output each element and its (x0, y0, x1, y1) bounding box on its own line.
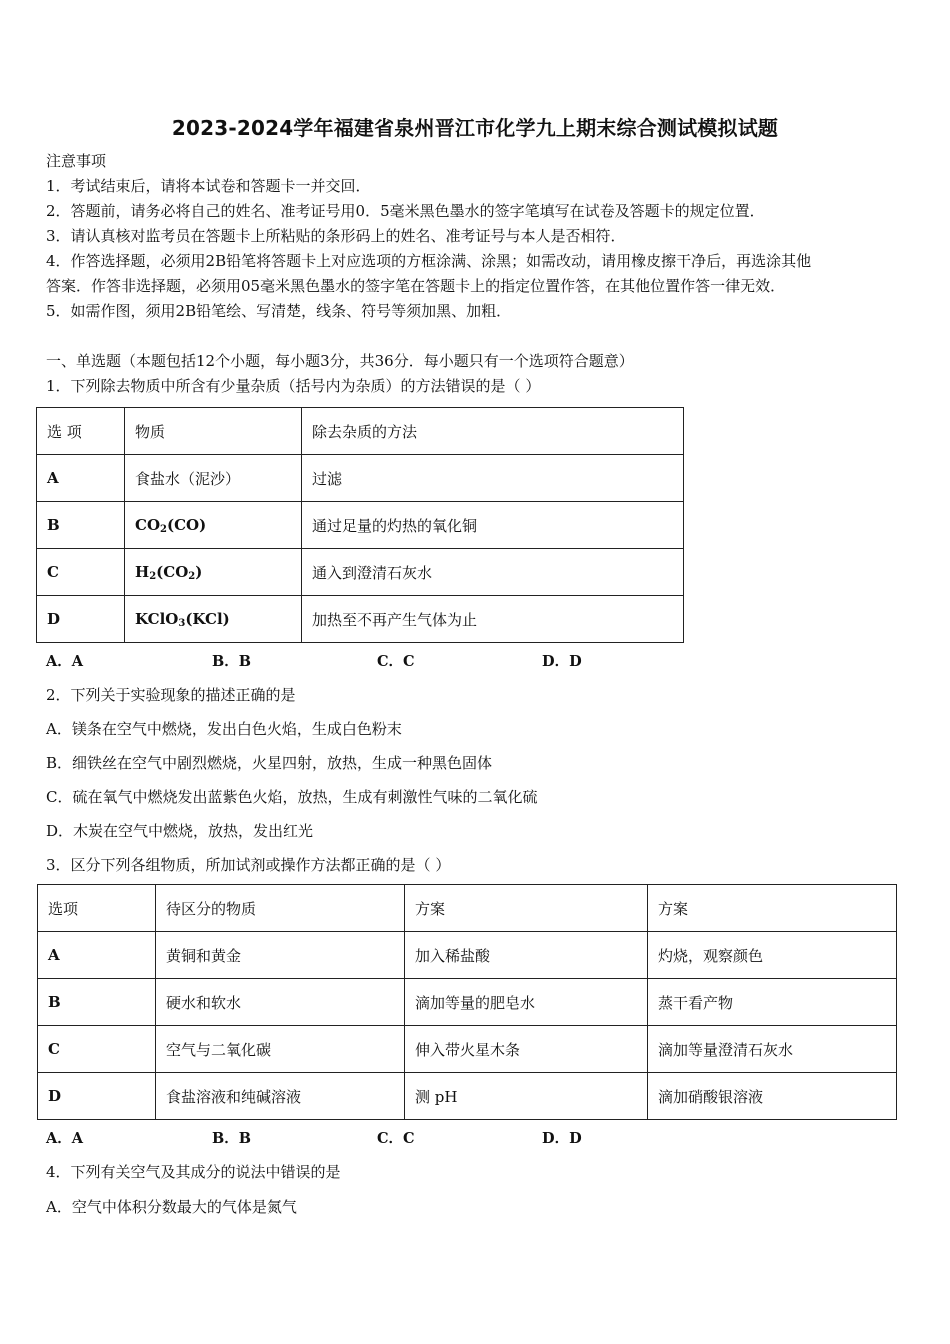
table-cell: 加入稀盐酸 (405, 932, 648, 979)
formula-subscript: 2 (149, 570, 157, 582)
choice-b[interactable]: B．细铁丝在空气中剧烈燃烧，火星四射，放热，生成一种黑色固体 (46, 754, 493, 772)
formula-subscript: 2 (188, 570, 196, 582)
table-row (37, 502, 684, 549)
choice-c[interactable]: C．硫在氧气中燃烧发出蓝紫色火焰，放热，生成有刺激性气味的二氧化硫 (46, 788, 538, 806)
table-row (38, 1026, 897, 1073)
question-1-stem: 1．下列除去物质中所含有少量杂质（括号内为杂质）的方法错误的是（ ） (46, 377, 541, 395)
notice-line: 5．如需作图，须用2B铅笔绘、写清楚，线条、符号等须加黑、加粗． (46, 302, 512, 320)
choice-a[interactable]: A．A (46, 653, 84, 670)
table-cell: 过滤 (302, 455, 684, 502)
table-cell: B (38, 979, 156, 1026)
table-header-cell: 除去杂质的方法 (302, 408, 684, 455)
table-cell: 滴加硝酸银溶液 (648, 1073, 897, 1120)
table-header-cell: 待区分的物质 (156, 885, 405, 932)
table-cell: D (37, 596, 125, 643)
table-row (38, 979, 897, 1026)
choice-c[interactable]: C．C (377, 653, 415, 670)
table-cell: 通过足量的灼热的氧化铜 (302, 502, 684, 549)
question-1-table (36, 407, 684, 643)
table-row (38, 1073, 897, 1120)
choice-d[interactable]: D．木炭在空气中燃烧，放热，发出红光 (46, 822, 314, 840)
table-row (37, 455, 684, 502)
choice-b[interactable]: B．B (212, 653, 252, 670)
formula-cell (125, 549, 302, 596)
formula-part: KClO (135, 609, 179, 628)
table-cell: A (38, 932, 156, 979)
question-2-stem: 2．下列关于实验现象的描述正确的是 (46, 686, 296, 704)
question-3-stem: 3．区分下列各组物质，所加试剂或操作方法都正确的是（ ） (46, 856, 451, 874)
table-cell: 硬水和软水 (156, 979, 405, 1026)
table-cell: C (38, 1026, 156, 1073)
formula-subscript: 3 (178, 617, 186, 629)
notice-line: 1．考试结束后，请将本试卷和答题卡一并交回． (46, 177, 371, 195)
table-cell: 空气与二氧化碳 (156, 1026, 405, 1073)
table-cell: 黄铜和黄金 (156, 932, 405, 979)
formula-cell (125, 502, 302, 549)
formula-part: (KCl) (185, 609, 230, 628)
formula-part: H (135, 562, 150, 581)
table-header-row (37, 408, 684, 455)
formula-part: CO (135, 515, 161, 534)
formula-part: (CO (156, 562, 189, 581)
table-row (38, 932, 897, 979)
page-title: 2023-2024学年福建省泉州晋江市化学九上期末综合测试模拟试题 (171, 116, 779, 140)
table-cell: 测 pH (405, 1073, 648, 1120)
table-cell: 灼烧，观察颜色 (648, 932, 897, 979)
table-header-cell: 选项 (38, 885, 156, 932)
formula-part: (CO) (166, 515, 207, 534)
choice-c[interactable]: C．C (377, 1130, 415, 1147)
table-cell: D (38, 1073, 156, 1120)
question-3-table (37, 884, 897, 1120)
question-4-stem: 4．下列有关空气及其成分的说法中错误的是 (46, 1163, 341, 1181)
table-cell: B (37, 502, 125, 549)
choice-d[interactable]: D．D (542, 1130, 582, 1147)
question-1-choices (0, 650, 950, 670)
table-header-cell: 物质 (125, 408, 302, 455)
notice-line: 答案．作答非选择题，必须用05毫米黑色墨水的签字笔在答题卡上的指定位置作答，在其他位置作答一律无效． (46, 277, 786, 295)
table-cell: 加热至不再产生气体为止 (302, 596, 684, 643)
table-cell: 伸入带火星木条 (405, 1026, 648, 1073)
section-heading: 一、单选题（本题包括12个小题，每小题3分，共36分．每小题只有一个选项符合题意） (46, 352, 634, 370)
notice-heading: 注意事项 (46, 152, 107, 170)
choice-d[interactable]: D．D (542, 653, 582, 670)
notice-line: 3．请认真核对监考员在答题卡上所粘贴的条形码上的姓名、准考证号与本人是否相符． (46, 227, 626, 245)
table-cell: 食盐水（泥沙） (125, 455, 302, 502)
table-header-row (38, 885, 897, 932)
question-3-choices (0, 1127, 950, 1147)
notice-line: 2．答题前，请务必将自己的姓名、准考证号用0．5毫米黑色墨水的签字笔填写在试卷及答题卡的规定位置． (46, 202, 765, 220)
table-cell: 通入到澄清石灰水 (302, 549, 684, 596)
formula-part: ) (195, 562, 203, 581)
table-row (37, 596, 684, 643)
choice-a[interactable]: A．空气中体积分数最大的气体是氮气 (46, 1198, 297, 1216)
table-cell: A (37, 455, 125, 502)
table-cell: 蒸干看产物 (648, 979, 897, 1026)
table-header-cell: 选 项 (37, 408, 125, 455)
notice-line: 4．作答选择题，必须用2B铅笔将答题卡上对应选项的方框涂满、涂黑；如需改动，请用橡皮擦干净后，再选涂其他 (46, 252, 812, 270)
table-cell: 食盐溶液和纯碱溶液 (156, 1073, 405, 1120)
table-cell: C (37, 549, 125, 596)
table-cell: 滴加等量澄清石灰水 (648, 1026, 897, 1073)
table-row (37, 549, 684, 596)
choice-a[interactable]: A．镁条在空气中燃烧，发出白色火焰，生成白色粉末 (46, 720, 402, 738)
table-header-cell: 方案 (405, 885, 648, 932)
table-header-cell: 方案 (648, 885, 897, 932)
choice-a[interactable]: A．A (46, 1130, 84, 1147)
table-cell: 滴加等量的肥皂水 (405, 979, 648, 1026)
formula-subscript: 2 (160, 523, 167, 535)
formula-cell (125, 596, 302, 643)
choice-b[interactable]: B．B (212, 1130, 252, 1147)
